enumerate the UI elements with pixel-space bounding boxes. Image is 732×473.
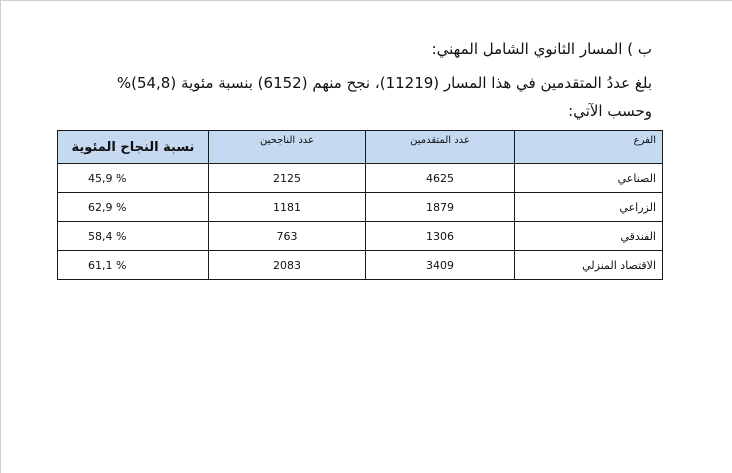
cell-applicants: 4625 — [366, 164, 515, 193]
cell-branch: الزراعي — [515, 193, 663, 222]
header-passed: عدد الناجحين — [209, 131, 366, 164]
header-success-rate: نسبة النجاح المئوية — [58, 131, 209, 164]
table-row — [58, 222, 663, 251]
table-row — [58, 251, 663, 280]
cell-rate: 61,1 % — [58, 251, 209, 280]
table-row — [58, 193, 663, 222]
cell-branch: الصناعي — [515, 164, 663, 193]
results-table — [57, 130, 663, 280]
cell-passed: 2083 — [209, 251, 366, 280]
frame-top-border — [0, 0, 732, 1]
section-heading: ب ) المسار الثانوي الشامل المهني: — [431, 40, 652, 58]
cell-branch: الفندقي — [515, 222, 663, 251]
table-header-row — [58, 131, 663, 164]
cell-passed: 2125 — [209, 164, 366, 193]
header-branch: الفرع — [515, 131, 663, 164]
table-row — [58, 164, 663, 193]
summary-line-1: بلغ عددُ المتقدمين في هذا المسار (11219)، نجح منهم (6152) بنسبة مئوية (54,8)% — [116, 74, 652, 92]
cell-applicants: 1306 — [366, 222, 515, 251]
cell-rate: 58,4 % — [58, 222, 209, 251]
cell-applicants: 1879 — [366, 193, 515, 222]
frame-left-border — [0, 0, 1, 473]
cell-branch: الاقتصاد المنزلي — [515, 251, 663, 280]
cell-rate: 62,9 % — [58, 193, 209, 222]
cell-rate: 45,9 % — [58, 164, 209, 193]
cell-applicants: 3409 — [366, 251, 515, 280]
header-applicants: عدد المتقدمين — [366, 131, 515, 164]
cell-passed: 1181 — [209, 193, 366, 222]
cell-passed: 763 — [209, 222, 366, 251]
summary-line-2: وحسب الآتي: — [568, 102, 652, 120]
